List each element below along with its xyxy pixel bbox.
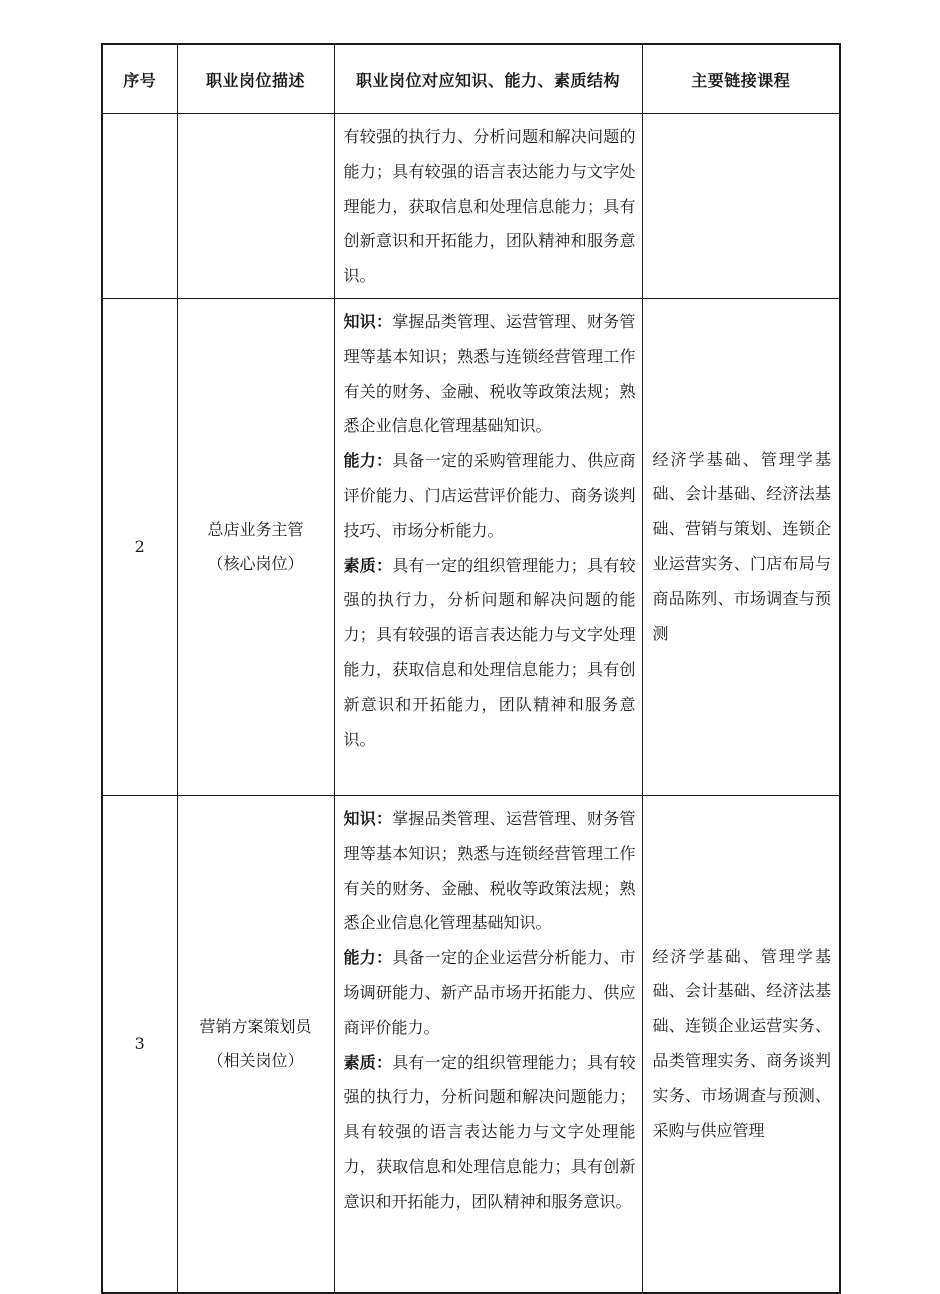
role-title: 营销方案策划员 <box>199 1016 312 1036</box>
cell-role <box>177 795 334 1293</box>
table-row-continued <box>102 114 840 299</box>
header-competence-structure: 职业岗位对应知识、能力、素质结构 <box>334 44 642 114</box>
role-type: （核心岗位） <box>207 553 304 573</box>
quality-paragraph <box>344 1046 636 1220</box>
knowledge-label: 知识： <box>343 311 393 331</box>
knowledge-label: 知识： <box>343 808 393 828</box>
quality-paragraph <box>344 549 636 758</box>
table-row <box>102 298 840 795</box>
cell-competence <box>334 795 642 1293</box>
knowledge-text: 掌握品类管理、运营管理、财务管理等基本知识；熟悉与连锁经营管理工作有关的财务、金融、税收等政策法规；熟悉企业信息化管理基础知识。 <box>343 808 636 933</box>
cell-number: 3 <box>102 795 177 1293</box>
ability-text: 具备一定的采购管理能力、供应商评价能力、门店运营评价能力、商务谈判技巧、市场分析能力。 <box>343 451 636 540</box>
cell-role <box>177 114 334 299</box>
quality-label: 素质： <box>343 1052 393 1072</box>
cell-courses: 经济学基础、管理学基础、会计基础、经济法基础、连锁企业运营实务、品类管理实务、商务谈判实务、市场调查与预测、采购与供应管理 <box>642 795 840 1293</box>
cell-number: 2 <box>102 298 177 795</box>
table-row <box>102 795 840 1293</box>
ability-paragraph <box>344 444 636 548</box>
header-job-description: 职业岗位描述 <box>177 44 334 114</box>
cell-competence <box>334 298 642 795</box>
ability-label: 能力： <box>343 948 393 968</box>
header-linked-courses: 主要链接课程 <box>642 44 840 114</box>
role-type: （相关岗位） <box>207 1050 304 1070</box>
quality-text: 具有一定的组织管理能力；具有较强的执行力，分析问题和解决问题能力；具有较强的语言表达能力与文字处理能力，获取信息和处理信息能力；具有创新意识和开拓能力，团队精神和服务意识。 <box>343 1052 636 1211</box>
cell-competence: 有较强的执行力、分析问题和解决问题的能力；具有较强的语言表达能力与文字处理能力，获取信息和处理信息能力；具有创新意识和开拓能力，团队精神和服务意识。 <box>334 114 642 299</box>
cell-courses: 经济学基础、管理学基础、会计基础、经济法基础、营销与策划、连锁企业运营实务、门店布局与商品陈列、市场调查与预测 <box>642 298 840 795</box>
quality-text: 具有一定的组织管理能力；具有较强的执行力，分析问题和解决问题的能力；具有较强的语言表达能力与文字处理能力，获取信息和处理信息能力；具有创新意识和开拓能力，团队精神和服务意识。 <box>343 555 636 749</box>
role-title: 总店业务主管 <box>207 519 304 539</box>
ability-text: 具备一定的企业运营分析能力、市场调研能力、新产品市场开拓能力、供应商评价能力。 <box>343 948 636 1037</box>
table-header-row <box>102 44 840 114</box>
ability-label: 能力： <box>343 451 393 471</box>
job-competence-table <box>101 43 841 1294</box>
knowledge-text: 掌握品类管理、运营管理、财务管理等基本知识；熟悉与连锁经营管理工作有关的财务、金融、税收等政策法规；熟悉企业信息化管理基础知识。 <box>343 311 636 436</box>
ability-paragraph <box>344 941 636 1045</box>
knowledge-paragraph <box>344 305 636 444</box>
quality-label: 素质： <box>343 555 393 575</box>
cell-number <box>102 114 177 299</box>
cell-courses <box>642 114 840 299</box>
knowledge-paragraph <box>344 802 636 941</box>
cell-role <box>177 298 334 795</box>
header-number: 序号 <box>102 44 177 114</box>
